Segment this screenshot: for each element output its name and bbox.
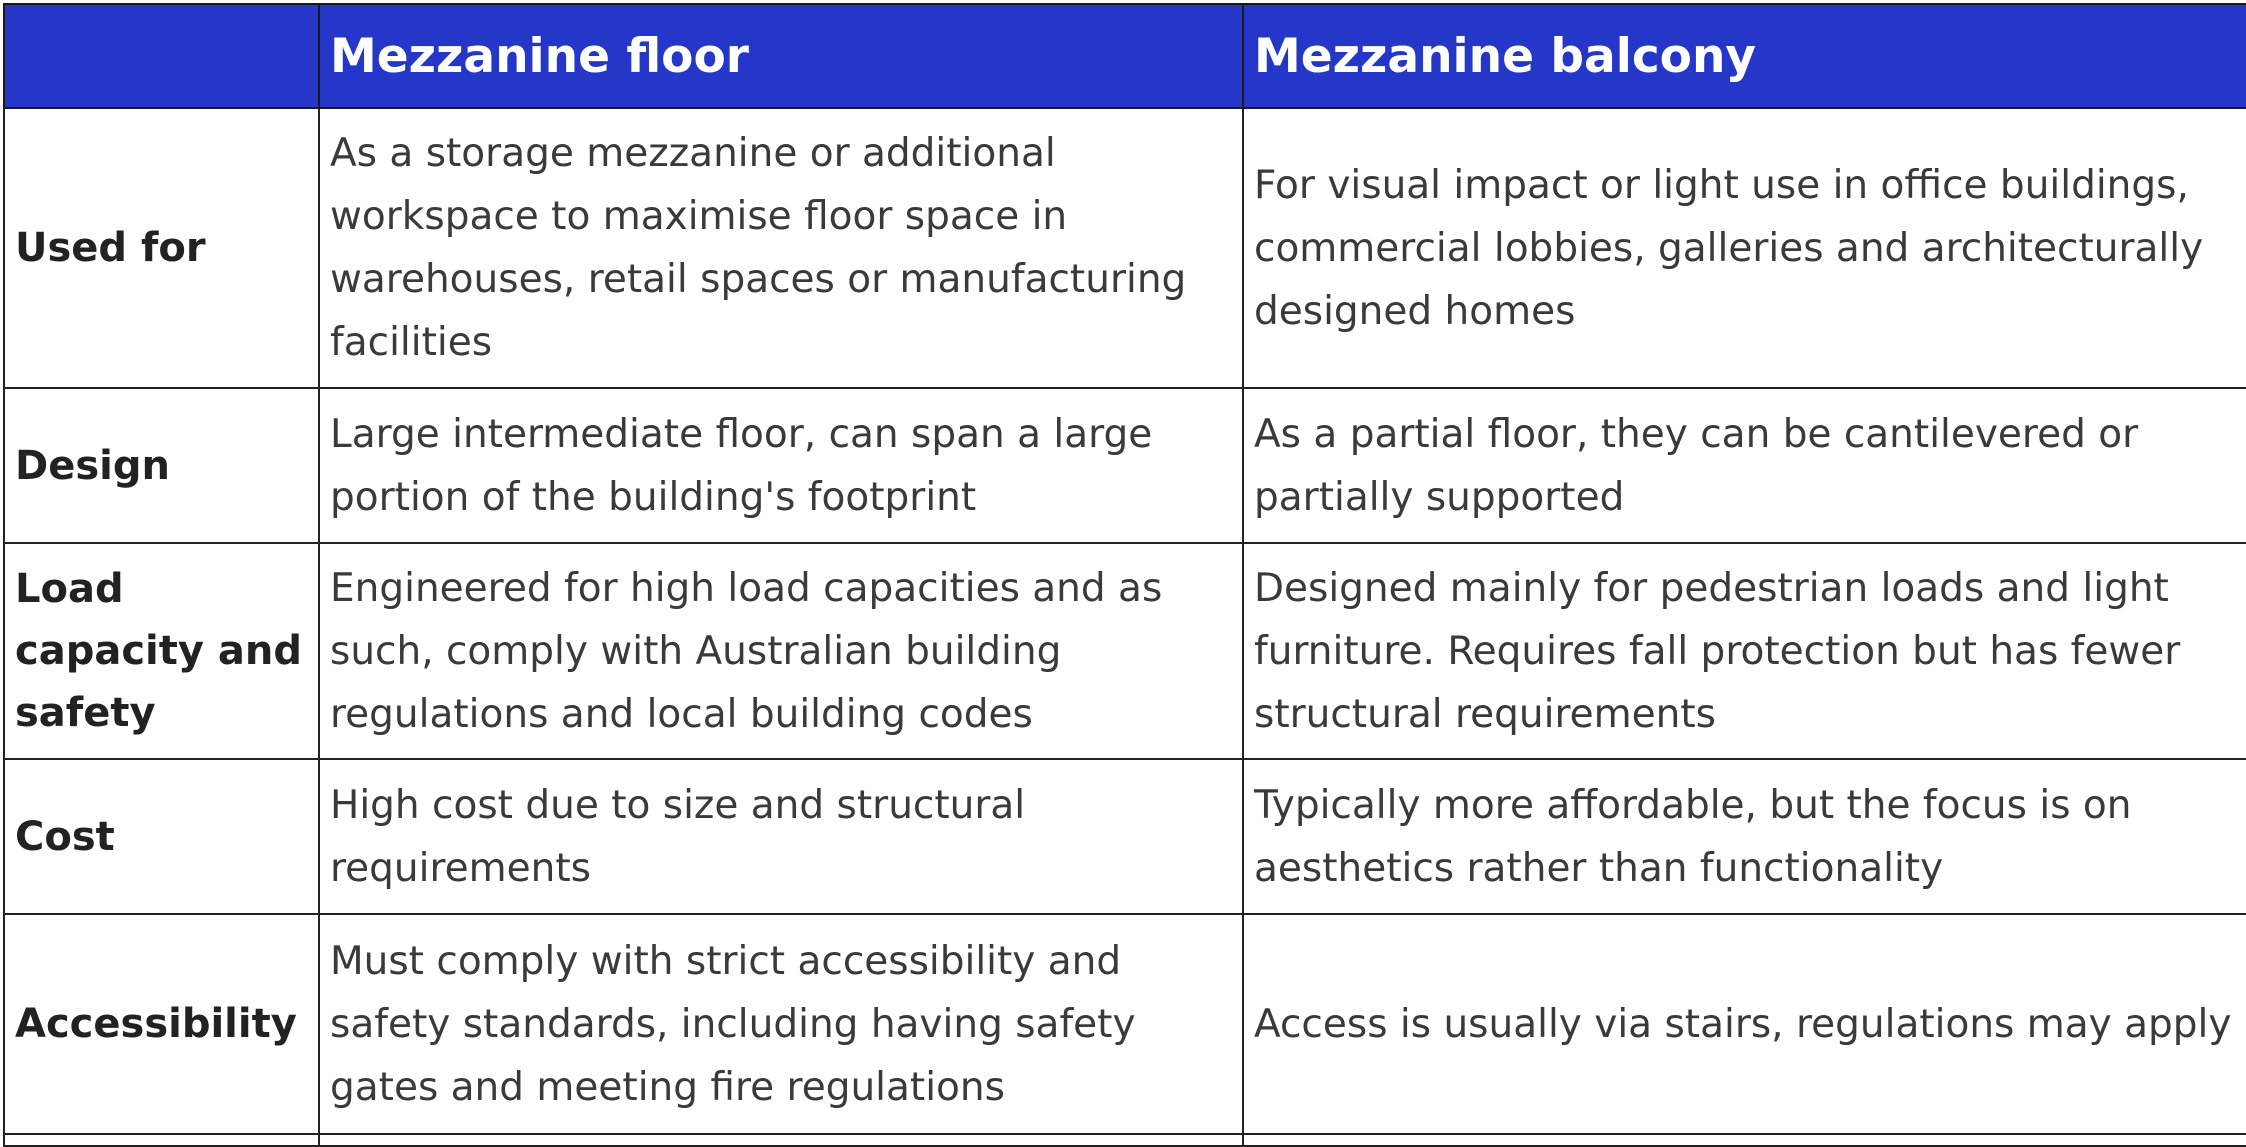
partial-cell xyxy=(1243,1134,2246,1146)
header-empty-cell xyxy=(4,4,319,108)
header-row xyxy=(4,4,2246,108)
row-label-used-for: Used for xyxy=(4,108,319,388)
header-mezzanine-balcony: Mezzanine balcony xyxy=(1243,4,2246,108)
cell-floor-cost: High cost due to size and structural requirements xyxy=(319,759,1243,914)
cell-balcony-used-for: For visual impact or light use in office buildings, commercial lobbies, galleries and architecturally designed homes xyxy=(1243,108,2246,388)
cell-balcony-design: As a partial floor, they can be cantilevered or partially supported xyxy=(1243,388,2246,543)
row-label-accessibility: Accessibility xyxy=(4,914,319,1134)
cell-balcony-accessibility: Access is usually via stairs, regulations may apply xyxy=(1243,914,2246,1134)
table-row xyxy=(4,543,2246,759)
row-label-design: Design xyxy=(4,388,319,543)
table-row xyxy=(4,108,2246,388)
table-row xyxy=(4,914,2246,1134)
cell-floor-design: Large intermediate floor, can span a large portion of the building's footprint xyxy=(319,388,1243,543)
comparison-table xyxy=(3,3,2246,1147)
header-mezzanine-floor: Mezzanine floor xyxy=(319,4,1243,108)
table-row xyxy=(4,759,2246,914)
row-label-load-capacity: Load capacity and safety xyxy=(4,543,319,759)
cell-floor-used-for: As a storage mezzanine or additional workspace to maximise floor space in warehouses, retail spaces or manufacturing facilities xyxy=(319,108,1243,388)
partial-cell xyxy=(319,1134,1243,1146)
cell-balcony-load-capacity: Designed mainly for pedestrian loads and light furniture. Requires fall protection but has fewer structural requirements xyxy=(1243,543,2246,759)
cell-floor-accessibility: Must comply with strict accessibility and safety standards, including having safety gates and meeting fire regulations xyxy=(319,914,1243,1134)
row-label-cost: Cost xyxy=(4,759,319,914)
cell-balcony-cost: Typically more affordable, but the focus is on aesthetics rather than functionality xyxy=(1243,759,2246,914)
cell-floor-load-capacity: Engineered for high load capacities and as such, comply with Australian building regulations and local building codes xyxy=(319,543,1243,759)
table-row-partial xyxy=(4,1134,2246,1146)
table-row xyxy=(4,388,2246,543)
partial-cell xyxy=(4,1134,319,1146)
